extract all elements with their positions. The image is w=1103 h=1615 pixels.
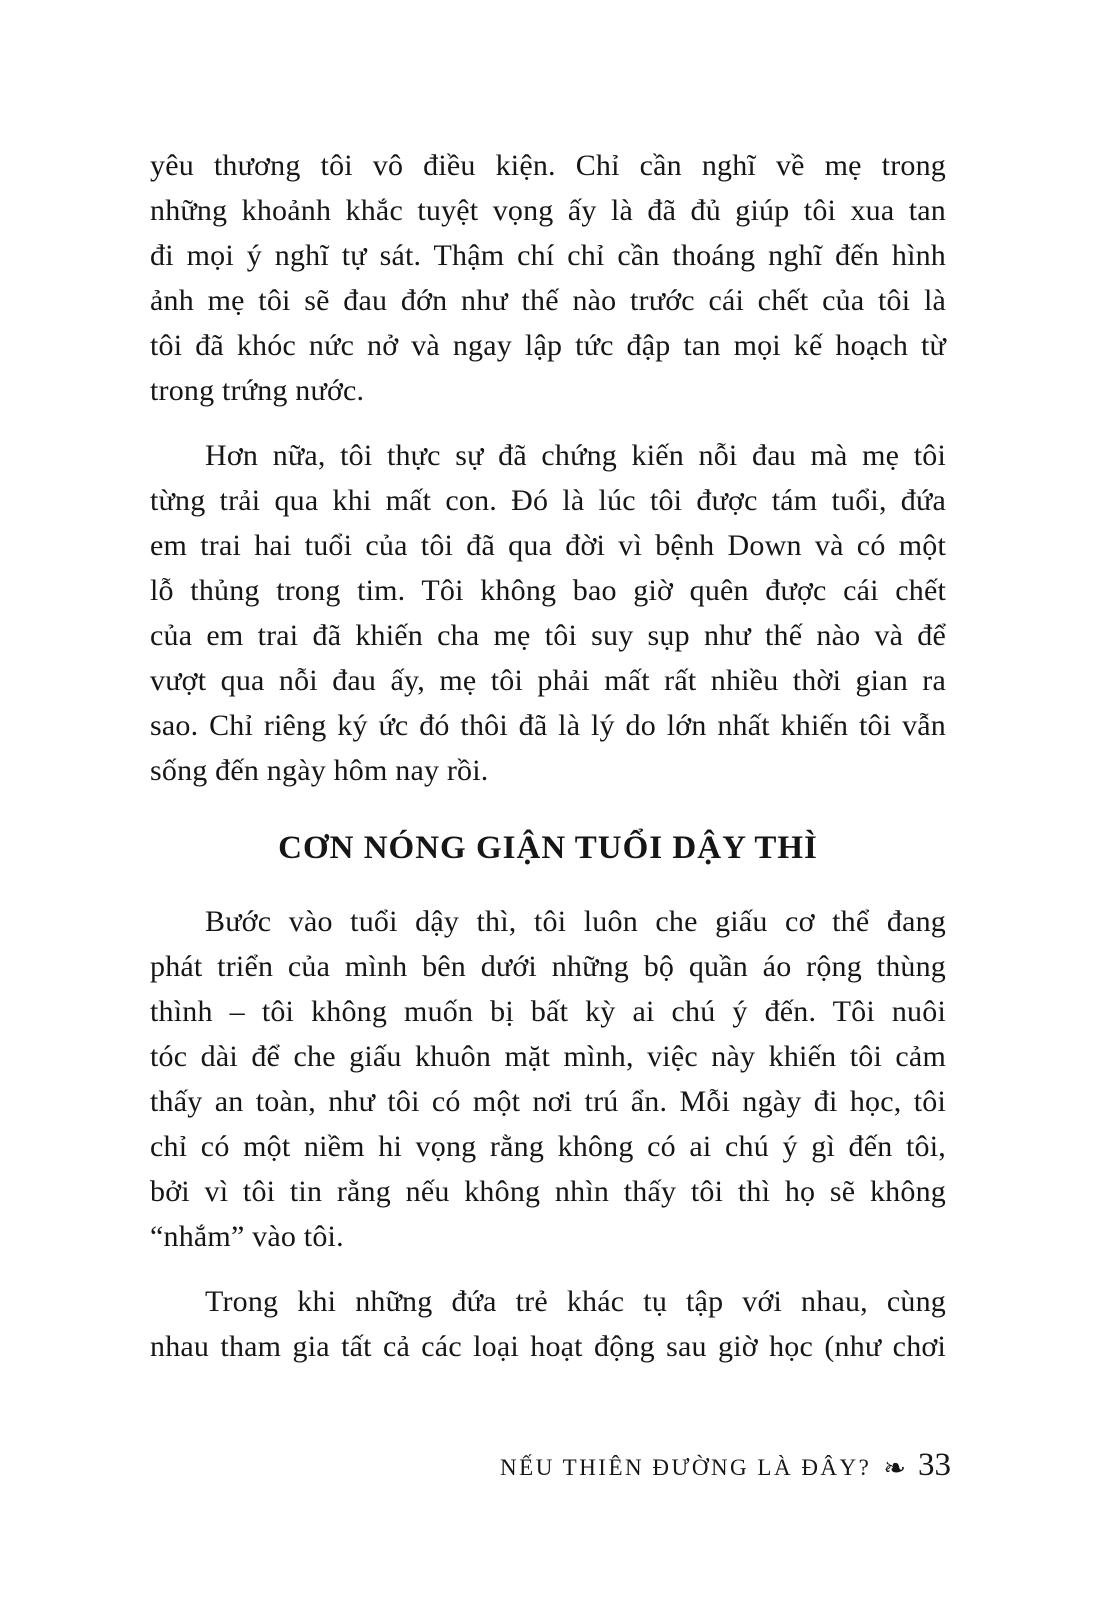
text-line: ảnh mẹ tôi sẽ đau đớn như thế nào trước cái chết của tôi là	[150, 284, 946, 317]
text-line: Trong khi những đứa trẻ khác tụ tập với nhau, cùng	[205, 1285, 946, 1318]
text-line: nhau tham gia tất cả các loại hoạt động sau giờ học (như chơi	[150, 1330, 946, 1363]
text-line: thình – tôi không muốn bị bất kỳ ai chú ý đến. Tôi nuôi	[150, 995, 946, 1028]
text-line: thấy an toàn, như tôi có một nơi trú ẩn. Mỗi ngày đi học, tôi	[150, 1085, 946, 1118]
text-line: của em trai đã khiến cha mẹ tôi suy sụp như thế nào và để	[150, 619, 946, 652]
section-heading: CƠN NÓNG GIẬN TUỔI DẬY THÌ	[278, 830, 818, 866]
text-line: em trai hai tuổi của tôi đã qua đời vì bệnh Down và có một	[150, 529, 946, 562]
paragraph	[150, 1279, 946, 1369]
text-line: từng trải qua khi mất con. Đó là lúc tôi được tám tuổi, đứa	[150, 484, 946, 517]
text-line: sao. Chỉ riêng ký ức đó thôi đã là lý do lớn nhất khiến tôi vẫn	[150, 709, 946, 742]
text-line: bởi vì tôi tin rằng nếu không nhìn thấy tôi thì họ sẽ không	[150, 1175, 946, 1208]
text-line: sống đến ngày hôm nay rồi.	[150, 754, 489, 787]
page-footer	[500, 1447, 951, 1484]
paragraph	[150, 433, 946, 793]
text-line: Hơn nữa, tôi thực sự đã chứng kiến nỗi đau mà mẹ tôi	[205, 439, 946, 472]
text-line: tóc dài để che giấu khuôn mặt mình, việc này khiến tôi cảm	[150, 1040, 946, 1073]
text-line: “nhắm” vào tôi.	[150, 1220, 344, 1253]
text-line: vượt qua nỗi đau ấy, mẹ tôi phải mất rất nhiều thời gian ra	[150, 664, 946, 697]
text-block	[150, 143, 946, 1389]
text-line: những khoảnh khắc tuyệt vọng ấy là đã đủ giúp tôi xua tan	[150, 194, 946, 227]
text-line: chỉ có một niềm hi vọng rằng không có ai chú ý gì đến tôi,	[150, 1130, 946, 1163]
running-title: NẾU THIÊN ĐƯỜNG LÀ ĐÂY?	[500, 1455, 872, 1480]
text-line: tôi đã khóc nức nở và ngay lập tức đập tan mọi kế hoạch từ	[150, 329, 946, 362]
paragraph	[150, 143, 946, 413]
paragraph	[150, 899, 946, 1259]
page-number: 33	[918, 1447, 951, 1483]
text-line: Bước vào tuổi dậy thì, tôi luôn che giấu cơ thể đang	[205, 905, 946, 938]
text-line: trong trứng nước.	[150, 374, 365, 407]
text-line: phát triển của mình bên dưới những bộ quần áo rộng thùng	[150, 950, 946, 983]
text-line: đi mọi ý nghĩ tự sát. Thậm chí chỉ cần thoáng nghĩ đến hình	[150, 239, 946, 272]
text-line: lỗ thủng trong tim. Tôi không bao giờ quên được cái chết	[150, 574, 946, 607]
text-line: yêu thương tôi vô điều kiện. Chỉ cần nghĩ về mẹ trong	[150, 149, 946, 182]
fleuron-icon: ❧	[883, 1453, 906, 1483]
